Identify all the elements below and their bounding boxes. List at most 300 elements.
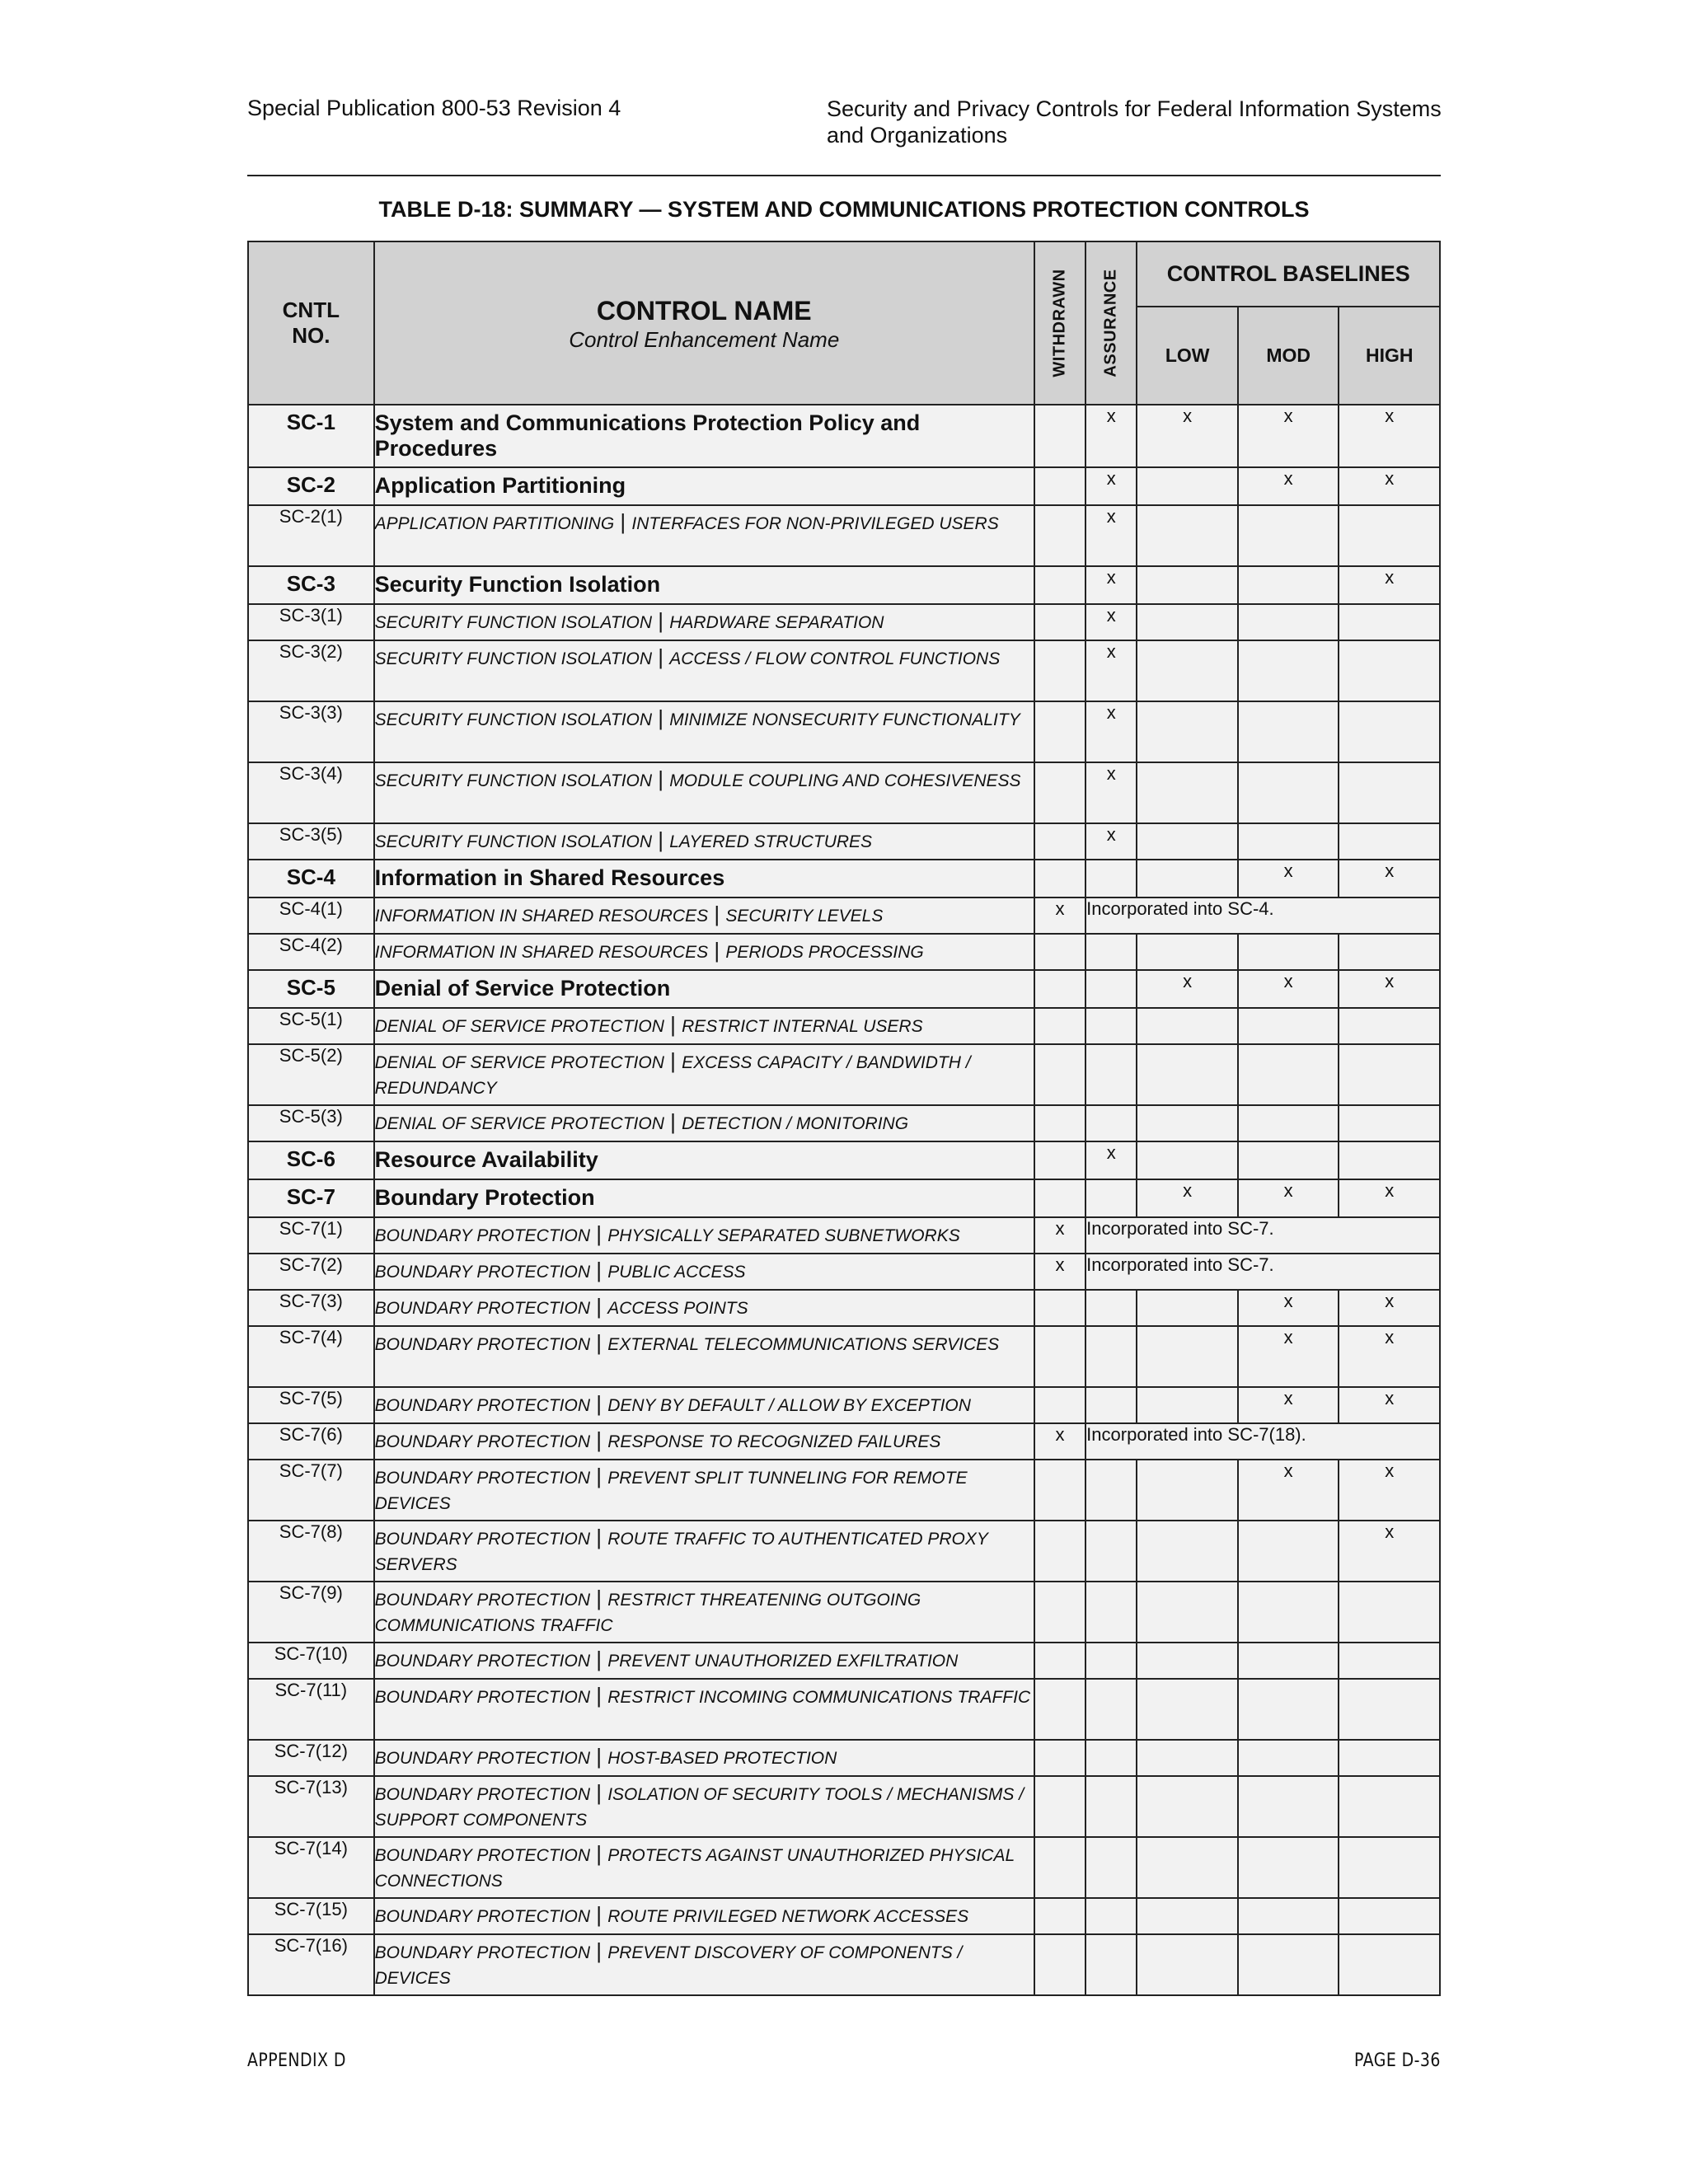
table-row: [248, 1582, 1440, 1643]
enhancement-separator: |: [590, 1683, 608, 1708]
assurance-mark: x: [1085, 405, 1137, 467]
enhancement-title: DENY BY DEFAULT / ALLOW BY EXCEPTION: [607, 1396, 971, 1415]
high-baseline-mark: [1339, 1740, 1440, 1776]
header-control-name: [374, 241, 1034, 405]
assurance-mark: [1085, 1582, 1137, 1643]
table-row: [248, 1326, 1440, 1387]
withdrawn-mark: [1034, 1643, 1085, 1679]
control-number: SC-3: [248, 566, 374, 604]
enhancement-title: PERIODS PROCESSING: [725, 943, 924, 962]
low-baseline-mark: [1137, 1679, 1238, 1740]
mod-baseline-mark: [1238, 1679, 1339, 1740]
enhancement-name: [374, 1105, 1034, 1141]
control-number: SC-3(1): [248, 604, 374, 640]
low-baseline-mark: [1137, 701, 1238, 762]
withdrawn-mark: x: [1034, 1254, 1085, 1290]
high-baseline-mark: [1339, 1679, 1440, 1740]
enhancement-parent: DENIAL OF SERVICE PROTECTION: [374, 1053, 664, 1072]
mod-baseline-mark: x: [1238, 1179, 1339, 1217]
enhancement-name: [374, 1460, 1034, 1521]
mod-baseline-mark: [1238, 1934, 1339, 1995]
control-number: SC-7(5): [248, 1387, 374, 1423]
assurance-mark: x: [1085, 604, 1137, 640]
enhancement-title: RESTRICT INCOMING COMMUNICATIONS TRAFFIC: [607, 1688, 1031, 1707]
high-baseline-mark: [1339, 934, 1440, 970]
high-baseline-mark: [1339, 1008, 1440, 1044]
incorporated-note: Incorporated into SC-7.: [1085, 1254, 1440, 1290]
mod-baseline-mark: [1238, 701, 1339, 762]
control-number: SC-7(16): [248, 1934, 374, 1995]
mod-baseline-mark: [1238, 505, 1339, 566]
low-baseline-mark: [1137, 566, 1238, 604]
assurance-mark: [1085, 970, 1137, 1008]
high-baseline-mark: x: [1339, 566, 1440, 604]
enhancement-parent: SECURITY FUNCTION ISOLATION: [374, 771, 653, 790]
mod-baseline-mark: [1238, 823, 1339, 860]
control-name: Boundary Protection: [374, 1179, 1034, 1217]
mod-baseline-mark: x: [1238, 1460, 1339, 1521]
table-row: [248, 1837, 1440, 1898]
high-baseline-mark: [1339, 505, 1440, 566]
mod-baseline-mark: x: [1238, 405, 1339, 467]
assurance-mark: x: [1085, 640, 1137, 701]
control-number: SC-2: [248, 467, 374, 505]
low-baseline-mark: x: [1137, 405, 1238, 467]
table-row: [248, 1643, 1440, 1679]
enhancement-parent: BOUNDARY PROTECTION: [374, 1396, 590, 1415]
header-assurance-label: ASSURANCE: [1101, 269, 1120, 377]
mod-baseline-mark: [1238, 934, 1339, 970]
control-number: SC-6: [248, 1141, 374, 1179]
high-baseline-mark: [1339, 604, 1440, 640]
control-number: SC-7(4): [248, 1326, 374, 1387]
withdrawn-mark: [1034, 1934, 1085, 1995]
assurance-mark: x: [1085, 505, 1137, 566]
assurance-mark: [1085, 1898, 1137, 1934]
withdrawn-mark: [1034, 762, 1085, 823]
low-baseline-mark: [1137, 1141, 1238, 1179]
assurance-mark: [1085, 1776, 1137, 1837]
withdrawn-mark: [1034, 1460, 1085, 1521]
high-baseline-mark: [1339, 823, 1440, 860]
enhancement-separator: |: [590, 1330, 608, 1355]
withdrawn-mark: x: [1034, 898, 1085, 934]
withdrawn-mark: [1034, 1679, 1085, 1740]
mod-baseline-mark: [1238, 604, 1339, 640]
assurance-mark: [1085, 1326, 1137, 1387]
table-row: [248, 970, 1440, 1008]
enhancement-name: [374, 1217, 1034, 1254]
table-row: [248, 1217, 1440, 1254]
mod-baseline-mark: [1238, 1643, 1339, 1679]
withdrawn-mark: [1034, 860, 1085, 898]
withdrawn-mark: [1034, 1898, 1085, 1934]
withdrawn-mark: [1034, 1837, 1085, 1898]
enhancement-title: ROUTE PRIVILEGED NETWORK ACCESSES: [607, 1907, 969, 1926]
enhancement-name: [374, 604, 1034, 640]
withdrawn-mark: [1034, 1326, 1085, 1387]
withdrawn-mark: x: [1034, 1423, 1085, 1460]
assurance-mark: [1085, 934, 1137, 970]
control-number: SC-7(13): [248, 1776, 374, 1837]
enhancement-name: [374, 505, 1034, 566]
mod-baseline-mark: x: [1238, 467, 1339, 505]
table-row: [248, 467, 1440, 505]
enhancement-parent: BOUNDARY PROTECTION: [374, 1335, 590, 1354]
mod-baseline-mark: [1238, 1044, 1339, 1105]
incorporated-note: Incorporated into SC-7(18).: [1085, 1423, 1440, 1460]
enhancement-name: [374, 701, 1034, 762]
enhancement-name: [374, 1008, 1034, 1044]
control-number: SC-7(8): [248, 1521, 374, 1582]
control-number: SC-7(6): [248, 1423, 374, 1460]
footer-page-number: PAGE D-36: [1354, 2050, 1441, 2071]
mod-baseline-mark: [1238, 1105, 1339, 1141]
mod-baseline-mark: x: [1238, 860, 1339, 898]
header-withdrawn: [1034, 241, 1085, 405]
high-baseline-mark: [1339, 1105, 1440, 1141]
enhancement-name: [374, 1898, 1034, 1934]
assurance-mark: [1085, 1679, 1137, 1740]
incorporated-note: Incorporated into SC-7.: [1085, 1217, 1440, 1254]
control-number: SC-7: [248, 1179, 374, 1217]
enhancement-separator: |: [708, 938, 726, 963]
low-baseline-mark: [1137, 604, 1238, 640]
assurance-mark: [1085, 1105, 1137, 1141]
control-number: SC-7(11): [248, 1679, 374, 1740]
control-name: System and Communications Protection Policy and Procedures: [374, 405, 1034, 467]
high-baseline-mark: [1339, 1643, 1440, 1679]
low-baseline-mark: [1137, 1521, 1238, 1582]
low-baseline-mark: [1137, 1643, 1238, 1679]
high-baseline-mark: x: [1339, 1179, 1440, 1217]
withdrawn-mark: [1034, 1008, 1085, 1044]
enhancement-parent: SECURITY FUNCTION ISOLATION: [374, 710, 653, 729]
mod-baseline-mark: [1238, 1582, 1339, 1643]
table-row: [248, 1898, 1440, 1934]
high-baseline-mark: x: [1339, 1521, 1440, 1582]
control-number: SC-7(14): [248, 1837, 374, 1898]
withdrawn-mark: [1034, 640, 1085, 701]
enhancement-title: MINIMIZE NONSECURITY FUNCTIONALITY: [669, 710, 1020, 729]
enhancement-parent: INFORMATION IN SHARED RESOURCES: [374, 907, 709, 926]
low-baseline-mark: [1137, 860, 1238, 898]
withdrawn-mark: [1034, 467, 1085, 505]
enhancement-title: ROUTE TRAFFIC TO AUTHENTICATED PROXY SERVERS: [374, 1530, 988, 1574]
low-baseline-mark: [1137, 1582, 1238, 1643]
control-number: SC-1: [248, 405, 374, 467]
low-baseline-mark: [1137, 1290, 1238, 1326]
table-row: [248, 405, 1440, 467]
low-baseline-mark: [1137, 1044, 1238, 1105]
assurance-mark: [1085, 1460, 1137, 1521]
withdrawn-mark: [1034, 1521, 1085, 1582]
header-assurance: [1085, 241, 1137, 405]
table-row: [248, 1934, 1440, 1995]
control-number: SC-7(7): [248, 1460, 374, 1521]
low-baseline-mark: [1137, 823, 1238, 860]
table-row: [248, 1008, 1440, 1044]
withdrawn-mark: [1034, 701, 1085, 762]
table-row: [248, 1776, 1440, 1837]
table-row: [248, 1044, 1440, 1105]
enhancement-separator: |: [590, 1841, 608, 1866]
withdrawn-mark: [1034, 1141, 1085, 1179]
table-row: [248, 1460, 1440, 1521]
enhancement-title: RESTRICT THREATENING OUTGOING COMMUNICATIONS TRAFFIC: [374, 1591, 921, 1635]
header-divider: [247, 175, 1441, 176]
control-number: SC-7(10): [248, 1643, 374, 1679]
table-row: [248, 1254, 1440, 1290]
enhancement-separator: |: [663, 1012, 682, 1037]
enhancement-title: ACCESS / FLOW CONTROL FUNCTIONS: [669, 649, 1001, 668]
enhancement-separator: |: [590, 1744, 608, 1769]
mod-baseline-mark: x: [1238, 1387, 1339, 1423]
enhancement-name: [374, 1837, 1034, 1898]
enhancement-parent: BOUNDARY PROTECTION: [374, 1846, 590, 1865]
control-number: SC-3(4): [248, 762, 374, 823]
assurance-mark: [1085, 1290, 1137, 1326]
table-row: [248, 1387, 1440, 1423]
assurance-mark: [1085, 1643, 1137, 1679]
enhancement-parent: SECURITY FUNCTION ISOLATION: [374, 613, 653, 632]
enhancement-name: [374, 1290, 1034, 1326]
low-baseline-mark: [1137, 934, 1238, 970]
low-baseline-mark: [1137, 1837, 1238, 1898]
enhancement-name: [374, 898, 1034, 934]
high-baseline-mark: x: [1339, 1387, 1440, 1423]
enhancement-parent: BOUNDARY PROTECTION: [374, 1907, 590, 1926]
withdrawn-mark: [1034, 1582, 1085, 1643]
control-number: SC-3(3): [248, 701, 374, 762]
withdrawn-mark: [1034, 566, 1085, 604]
low-baseline-mark: [1137, 762, 1238, 823]
low-baseline-mark: [1137, 1460, 1238, 1521]
enhancement-name: [374, 1326, 1034, 1387]
running-header-right-line1: Security and Privacy Controls for Federal Information Systems: [827, 96, 1442, 121]
high-baseline-mark: [1339, 1776, 1440, 1837]
withdrawn-mark: [1034, 604, 1085, 640]
enhancement-name: [374, 823, 1034, 860]
high-baseline-mark: [1339, 1898, 1440, 1934]
high-baseline-mark: [1339, 701, 1440, 762]
header-cntl-no: [248, 241, 374, 405]
table-row: [248, 860, 1440, 898]
enhancement-separator: |: [652, 608, 670, 633]
low-baseline-mark: [1137, 1105, 1238, 1141]
enhancement-name: [374, 640, 1034, 701]
mod-baseline-mark: [1238, 762, 1339, 823]
control-name: Denial of Service Protection: [374, 970, 1034, 1008]
control-number: SC-3(2): [248, 640, 374, 701]
control-number: SC-4(1): [248, 898, 374, 934]
mod-baseline-mark: x: [1238, 970, 1339, 1008]
enhancement-separator: |: [590, 1525, 608, 1549]
enhancement-separator: |: [590, 1464, 608, 1488]
header-low: LOW: [1137, 307, 1238, 405]
mod-baseline-mark: [1238, 640, 1339, 701]
high-baseline-mark: x: [1339, 405, 1440, 467]
control-number: SC-7(3): [248, 1290, 374, 1326]
enhancement-name: [374, 1423, 1034, 1460]
table-body: [248, 405, 1440, 1995]
control-number: SC-2(1): [248, 505, 374, 566]
low-baseline-mark: x: [1137, 1179, 1238, 1217]
low-baseline-mark: x: [1137, 970, 1238, 1008]
enhancement-name: [374, 1044, 1034, 1105]
enhancement-separator: |: [590, 1647, 608, 1671]
enhancement-title: LAYERED STRUCTURES: [669, 832, 873, 851]
enhancement-parent: BOUNDARY PROTECTION: [374, 1591, 590, 1610]
enhancement-separator: |: [590, 1258, 608, 1282]
running-header-left: Special Publication 800-53 Revision 4: [247, 96, 621, 120]
header-high: HIGH: [1339, 307, 1440, 405]
assurance-mark: x: [1085, 1141, 1137, 1179]
withdrawn-mark: [1034, 1179, 1085, 1217]
table-row: [248, 1290, 1440, 1326]
enhancement-separator: |: [652, 705, 670, 730]
withdrawn-mark: [1034, 1387, 1085, 1423]
assurance-mark: x: [1085, 823, 1137, 860]
assurance-mark: [1085, 1837, 1137, 1898]
enhancement-separator: |: [652, 644, 670, 669]
table-row: [248, 934, 1440, 970]
enhancement-name: [374, 1643, 1034, 1679]
mod-baseline-mark: [1238, 1837, 1339, 1898]
assurance-mark: [1085, 1934, 1137, 1995]
table-row: [248, 762, 1440, 823]
enhancement-name: [374, 1934, 1034, 1995]
enhancement-parent: BOUNDARY PROTECTION: [374, 1226, 590, 1245]
low-baseline-mark: [1137, 1326, 1238, 1387]
assurance-mark: [1085, 1521, 1137, 1582]
enhancement-name: [374, 1679, 1034, 1740]
withdrawn-mark: [1034, 1105, 1085, 1141]
mod-baseline-mark: [1238, 1141, 1339, 1179]
high-baseline-mark: x: [1339, 970, 1440, 1008]
control-number: SC-5(1): [248, 1008, 374, 1044]
enhancement-parent: DENIAL OF SERVICE PROTECTION: [374, 1114, 664, 1133]
high-baseline-mark: [1339, 1582, 1440, 1643]
high-baseline-mark: x: [1339, 1290, 1440, 1326]
high-baseline-mark: [1339, 762, 1440, 823]
enhancement-parent: BOUNDARY PROTECTION: [374, 1785, 590, 1804]
enhancement-title: EXCESS CAPACITY / BANDWIDTH / REDUNDANCY: [374, 1053, 971, 1098]
enhancement-separator: |: [663, 1048, 682, 1073]
mod-baseline-mark: [1238, 566, 1339, 604]
withdrawn-mark: [1034, 1740, 1085, 1776]
enhancement-parent: APPLICATION PARTITIONING: [374, 514, 615, 533]
withdrawn-mark: [1034, 934, 1085, 970]
table-row: [248, 1423, 1440, 1460]
enhancement-title: RESTRICT INTERNAL USERS: [682, 1017, 923, 1036]
withdrawn-mark: [1034, 1044, 1085, 1105]
enhancement-separator: |: [590, 1902, 608, 1927]
enhancement-name: [374, 934, 1034, 970]
table-row: [248, 701, 1440, 762]
enhancement-separator: |: [652, 766, 670, 791]
table-row: [248, 1679, 1440, 1740]
control-name: Resource Availability: [374, 1141, 1034, 1179]
control-name: Application Partitioning: [374, 467, 1034, 505]
enhancement-title: PREVENT UNAUTHORIZED EXFILTRATION: [607, 1652, 959, 1671]
enhancement-title: SECURITY LEVELS: [725, 907, 884, 926]
enhancement-parent: BOUNDARY PROTECTION: [374, 1432, 590, 1451]
enhancement-name: [374, 1582, 1034, 1643]
table-row: [248, 640, 1440, 701]
assurance-mark: x: [1085, 701, 1137, 762]
table-row: [248, 823, 1440, 860]
incorporated-note: Incorporated into SC-4.: [1085, 898, 1440, 934]
low-baseline-mark: [1137, 1934, 1238, 1995]
control-name: Security Function Isolation: [374, 566, 1034, 604]
enhancement-title: PUBLIC ACCESS: [607, 1263, 746, 1282]
high-baseline-mark: [1339, 1934, 1440, 1995]
enhancement-separator: |: [590, 1938, 608, 1963]
control-number: SC-7(2): [248, 1254, 374, 1290]
enhancement-title: ACCESS POINTS: [607, 1299, 748, 1318]
control-number: SC-7(9): [248, 1582, 374, 1643]
mod-baseline-mark: [1238, 1776, 1339, 1837]
header-control-name-label: CONTROL NAME: [596, 296, 812, 326]
enhancement-parent: SECURITY FUNCTION ISOLATION: [374, 649, 653, 668]
assurance-mark: [1085, 1740, 1137, 1776]
header-cntl-no-line1: CNTL: [282, 298, 340, 322]
enhancement-separator: |: [590, 1586, 608, 1610]
enhancement-parent: INFORMATION IN SHARED RESOURCES: [374, 943, 709, 962]
enhancement-separator: |: [663, 1109, 682, 1134]
running-header-right: [827, 96, 1453, 148]
high-baseline-mark: [1339, 1837, 1440, 1898]
running-header-right-line2: and Organizations: [827, 123, 1008, 148]
enhancement-separator: |: [590, 1427, 608, 1452]
withdrawn-mark: x: [1034, 1217, 1085, 1254]
enhancement-parent: BOUNDARY PROTECTION: [374, 1652, 590, 1671]
table-row: [248, 1141, 1440, 1179]
high-baseline-mark: x: [1339, 1326, 1440, 1387]
enhancement-separator: |: [590, 1391, 608, 1416]
table-row: [248, 505, 1440, 566]
table-row: [248, 566, 1440, 604]
withdrawn-mark: [1034, 405, 1085, 467]
table-row: [248, 1521, 1440, 1582]
low-baseline-mark: [1137, 1898, 1238, 1934]
low-baseline-mark: [1137, 505, 1238, 566]
enhancement-name: [374, 1740, 1034, 1776]
withdrawn-mark: [1034, 1776, 1085, 1837]
enhancement-separator: |: [590, 1780, 608, 1805]
header-mod: MOD: [1238, 307, 1339, 405]
control-number: SC-5(2): [248, 1044, 374, 1105]
high-baseline-mark: x: [1339, 467, 1440, 505]
enhancement-parent: BOUNDARY PROTECTION: [374, 1469, 590, 1488]
assurance-mark: x: [1085, 566, 1137, 604]
high-baseline-mark: x: [1339, 1460, 1440, 1521]
enhancement-name: [374, 1254, 1034, 1290]
enhancement-title: ISOLATION OF SECURITY TOOLS / MECHANISMS / SUPPORT COMPONENTS: [374, 1785, 1025, 1830]
table-title: TABLE D-18: SUMMARY — SYSTEM AND COMMUNICATIONS PROTECTION CONTROLS: [378, 197, 1310, 222]
withdrawn-mark: [1034, 1290, 1085, 1326]
control-number: SC-5: [248, 970, 374, 1008]
assurance-mark: [1085, 1008, 1137, 1044]
low-baseline-mark: [1137, 1740, 1238, 1776]
table-row: [248, 1740, 1440, 1776]
enhancement-parent: BOUNDARY PROTECTION: [374, 1530, 590, 1549]
withdrawn-mark: [1034, 505, 1085, 566]
low-baseline-mark: [1137, 1008, 1238, 1044]
low-baseline-mark: [1137, 1776, 1238, 1837]
high-baseline-mark: x: [1339, 860, 1440, 898]
